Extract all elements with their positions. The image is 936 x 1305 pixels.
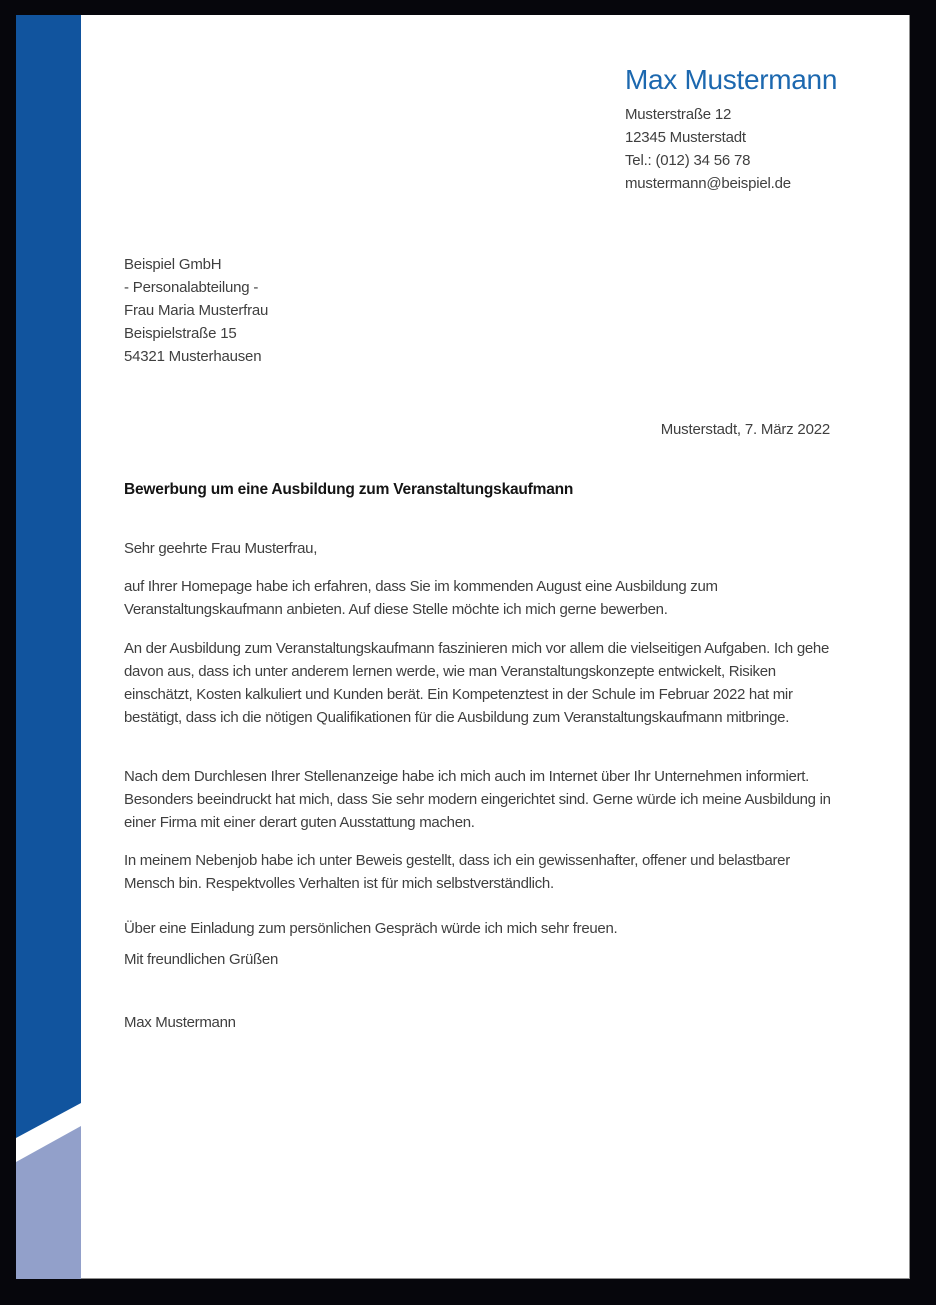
letter-page <box>16 15 910 1279</box>
recipient-contact: Frau Maria Musterfrau <box>124 302 269 319</box>
sender-phone: Tel.: (012) 34 56 78 <box>625 152 751 169</box>
recipient-street: Beispielstraße 15 <box>124 325 237 342</box>
sender-name: Max Mustermann <box>625 64 838 95</box>
subject-line: Bewerbung um eine Ausbildung zum Veranstaltungskaufmann <box>124 481 574 498</box>
recipient-company: Beispiel GmbH <box>124 256 222 273</box>
sender-street: Musterstraße 12 <box>625 106 732 123</box>
sender-block <box>625 63 837 195</box>
recipient-city: 54321 Musterhausen <box>124 348 262 365</box>
body-paragraph: An der Ausbildung zum Veranstaltungskaufmann faszinieren mich vor allem die vielseitigen Aufgaben. Ich gehe davon aus, dass ich unter anderem lernen werde, wie man Veranstaltungskonzepte entwickelt, Risiken einschätzt, Kosten kalkuliert und Kunden berät. Ein Kompetenztest in der Schule im Februar 2022 hat mir bestätigt, dass ich die nötigen Qualifikationen für die Ausbildung zum Veranstaltungskaufmann mitbringe. <box>124 640 830 726</box>
date-line: Musterstadt, 7. März 2022 <box>660 421 830 438</box>
sender-email: mustermann@beispiel.de <box>625 175 791 192</box>
recipient-block <box>124 253 268 368</box>
body-paragraph: Über eine Einladung zum persönlichen Gespräch würde ich mich sehr freuen. <box>124 920 618 937</box>
signature-name: Max Mustermann <box>124 1014 236 1031</box>
body-paragraph: auf Ihrer Homepage habe ich erfahren, dass Sie im kommenden August eine Ausbildung zum Veranstaltungskaufmann anbieten. Auf diese Stelle möchte ich mich gerne bewerben. <box>124 578 718 618</box>
closing: Mit freundlichen Grüßen <box>124 951 279 968</box>
sender-city: 12345 Musterstadt <box>625 129 746 146</box>
salutation: Sehr geehrte Frau Musterfrau, <box>124 540 318 557</box>
body-paragraph: In meinem Nebenjob habe ich unter Beweis gestellt, dass ich ein gewissenhafter, offener und belastbarer Mensch bin. Respektvolles Verhalten ist für mich selbstverständlich. <box>124 852 790 892</box>
accent-stripe-dark <box>16 15 81 1279</box>
body-paragraph: Nach dem Durchlesen Ihrer Stellenanzeige habe ich mich auch im Internet über Ihr Unternehmen informiert. Besonders beeindruckt hat mich, dass Sie sehr modern eingerichtet sind. Gerne würde ich meine Ausbildung in einer Firma mit einer derart guten Ausstattung machen. <box>124 768 831 831</box>
recipient-department: - Personalabteilung - <box>124 279 259 296</box>
